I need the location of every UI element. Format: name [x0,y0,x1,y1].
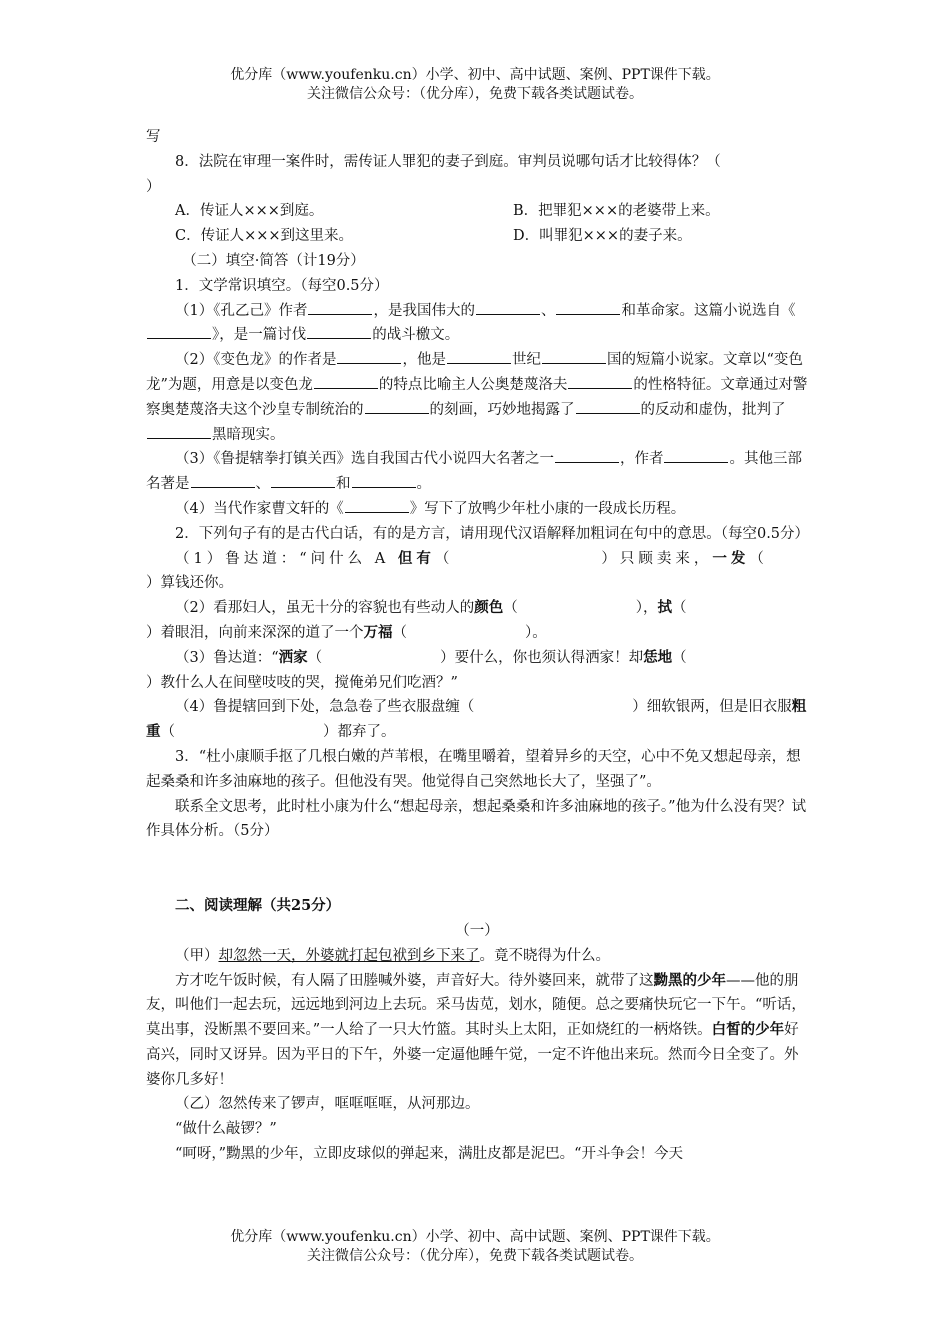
text: （1）鲁达道：“问什么 [175,550,367,567]
fill-q3-quote: 3．“杜小康顺手抠了几根白嫩的芦苇根，在嘴里嚼着，望着异乡的天空，心中不免又想起母亲，想起桑桑和许多油麻地的孩子。但他没有哭。他觉得自己突然地长大了，坚强了”。 [146,748,801,790]
fill-q2-item-1 [146,547,808,597]
answer-blank [542,349,606,364]
text: ）教什么人在间壁吱吱的哭，搅俺弟兄们吃酒？” [146,674,458,691]
q8-options-row-1 [146,199,808,224]
q8-option-a: A．传证人×××到庭。 [175,203,324,220]
text: 世纪 [511,352,541,369]
reading-para-2 [146,969,808,1093]
answer-blank [345,498,409,513]
page-footer [0,1228,950,1266]
answer-blank [555,448,619,463]
bold-term: 洒家 [278,648,308,666]
answer-blank [365,399,429,414]
bold-term: 一发 [712,549,750,567]
header-line-2: 关注微信公众号：（优分库），免费下载各类试题试卷。 [307,86,643,102]
reading-para-1 [146,944,808,969]
text: ，是我国伟大的 [373,302,475,319]
answer-blank [337,349,401,364]
bold-term: 颜色 [474,599,504,617]
text: ）， [635,600,658,617]
text: 、 [255,476,270,493]
answer-blank [191,473,255,488]
fill-q2-item-3 [146,646,808,696]
text: ）算钱还你。 [146,575,233,592]
reading-para-5: “呵呀，”黝黑的少年，立即皮球似的弹起来，满肚皮都是泥巴。“开斗争会！今天 [175,1146,683,1163]
text: 和 [336,476,351,493]
footer-line-1: 优分库（www.youfenku.cn）小学、初中、高中试题、案例、PPT课件下载。 [230,1229,720,1245]
text: 、 [540,302,556,319]
text: 的性格特征。文章通过对警察奥楚蔑洛夫这个沙皇专制统治的 [146,376,808,418]
answer-blank [568,374,632,389]
text: （甲） [175,947,219,964]
q8-stem-close: ） [146,178,161,195]
header-line-1: 优分库（www.youfenku.cn）小学、初中、高中试题、案例、PPT课件下载。 [230,67,720,83]
bold-term: 粗重 [146,698,807,741]
text: 的战斗檄文。 [372,327,460,344]
answer-blank [664,448,728,463]
q8-option-b: B．把罪犯×××的老婆带上来。 [513,203,720,220]
text: 。其他三部名著是 [146,451,802,493]
reading-section-heading: 二、阅读理解（共25分） [175,897,341,915]
fill-q1-title: 1．文学常识填空。（每空0.5分） [175,277,389,294]
text: （4）当代作家曹文轩的《 [175,500,344,517]
document-body [146,125,808,1167]
text: ，作者 [619,451,664,468]
text: （ [671,600,687,617]
prev-question-tail: 写 [146,129,161,145]
answer-blank [147,424,211,439]
text: 好高兴，同时又讶异。因为平日的下午，外婆一定逼他睡午觉，一定不许他出来玩。然而今日全变了。外婆你几多好！ [146,1022,799,1088]
text: （3）鲁达道：“ [175,649,279,666]
text: 黑暗现实。 [212,426,285,443]
bold-term: 拭 [657,599,672,617]
text: 方才吃午饭时候，有人隔了田塍喊外婆，声音好大。待外婆回来，就带了这 [175,972,654,989]
text: 的反动和虚伪，批判了 [640,401,786,418]
answer-blank [271,473,335,488]
answer-blank [576,399,640,414]
q8-stem-text: 8．法院在审理一案件时，需传证人罪犯的妻子到庭。审判员说哪句话才比较得体？（ [175,153,721,170]
text: （ [160,724,175,741]
text: （ [503,600,518,617]
reading-para-4: “做什么敲锣？” [175,1121,277,1138]
answer-blank [307,324,371,339]
text: 。竟不晓得为什么。 [479,947,610,964]
text: 和革命家。这篇小说选自《 [621,302,796,319]
answer-blank [308,300,372,315]
fill-q2-item-2 [146,596,808,646]
text: （1）《孔乙己》作者 [175,302,308,319]
fill-q2-item-4 [146,695,808,745]
text: （3）《鲁提辖拳打镇关西》选自我国古代小说四大名著之一 [175,451,554,468]
q8-option-d: D．叫罪犯×××的妻子来。 [513,228,692,245]
reading-para-3: （乙）忽然传来了锣声，哐哐哐哐，从河那边。 [175,1096,480,1113]
fill-q3-question: 联系全文思考，此时杜小康为什么“想起母亲，想起桑桑和许多油麻地的孩子。”他为什么没有哭？试作具体分析。（5分） [146,798,807,840]
page-header [0,66,950,104]
question-8-stem [146,150,808,200]
bold-term: 恁地 [643,648,673,666]
text: 的刻画，巧妙地揭露了 [429,401,575,418]
section-heading-fill: （二）填空·简答（计19分） [182,252,365,269]
text: （2）看那妇人，虽无十分的容貌也有些动人的 [175,600,475,617]
text: ）只顾卖来， [601,550,713,567]
text: （4）鲁提辖回到下处，急急卷了些衣服盘缠（ [175,699,475,716]
answer-blank [447,349,511,364]
answer-blank [352,473,416,488]
q8-option-c: C．传证人×××到这里来。 [175,228,354,245]
text: ）。 [525,624,547,641]
text: ）细软银两，但是旧衣服 [632,699,792,716]
footer-line-2: 关注微信公众号：（优分库），免费下载各类试题试卷。 [307,1248,643,1264]
bold-term: 黝黑的少年 [653,971,726,989]
text: ）要什么，你也须认得洒家！却 [440,649,644,666]
underlined-sentence: 却忽然一天，外婆就打起包袱到乡下来了 [218,947,480,964]
bold-term: 万福 [363,623,393,641]
text: （2）《变色龙》的作者是 [175,352,337,369]
text: ——他的朋友，叫他们一起去玩，远远地到河边上去玩。采马齿苋，划水，随便。总之要痛快玩它一下午。“听话，莫出事，没断黑不要回来。”一人给了一只大竹篮。其时头上太阳，正如烧红的一柄烙铁。 [146,972,806,1039]
text: ）都弃了。 [323,724,396,741]
text: （ [392,624,407,641]
reading-subsection-number: （一） [455,922,499,939]
fill-q2-title: 2．下列句子有的是古代白话，有的是方言，请用现代汉语解释加粗词在句中的意思。（每空0.5分） [175,525,810,542]
answer-blank [556,300,620,315]
text: （ [749,550,768,567]
fill-q1-item-3 [146,447,808,497]
text: 的特点比喻主人公奥楚蔑洛夫 [378,376,568,393]
fill-q1-item-1 [146,299,808,349]
text: 。 [416,476,431,493]
answer-blank [314,374,378,389]
text: ，他是 [402,352,446,369]
q8-options-row-2 [146,224,808,249]
fill-q1-item-2 [146,348,808,447]
answer-blank [476,300,540,315]
text: （ [307,649,323,666]
text: 国的短篇小说家。文章以“变色龙”为题，用意是以变色龙 [146,352,803,393]
text: ）着眼泪，向前来深深的道了一个 [146,624,364,641]
text: （ [672,649,687,666]
text: 》，是一篇讨伐 [212,327,307,344]
bold-term: 白皙的少年 [711,1021,785,1039]
text: 》写下了放鸭少年杜小康的一段成长历程。 [409,500,686,517]
answer-blank [147,324,211,339]
fill-q1-item-4 [146,497,808,522]
bold-term: 但有 [397,549,435,567]
text: （ [434,550,454,567]
text: A [374,550,390,567]
